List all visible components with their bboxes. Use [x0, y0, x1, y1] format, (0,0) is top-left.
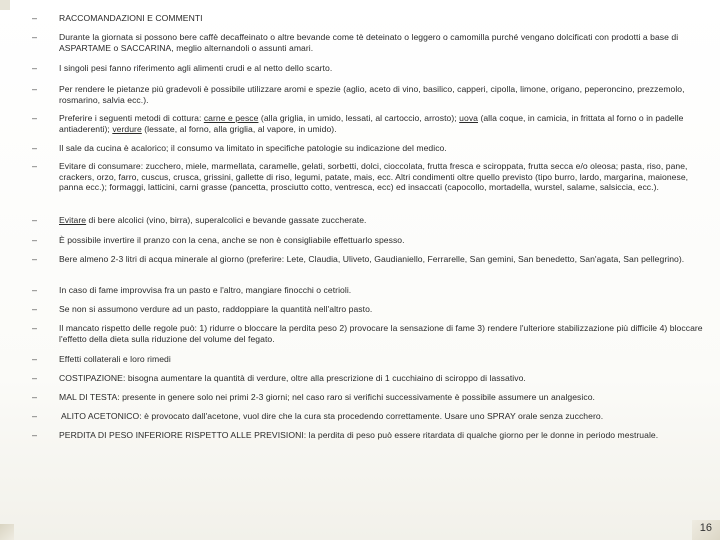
item-text: MAL DI TESTA: presente in genere solo nei primi 2-3 giorni; nel caso raro si verifichi successivamente è possibile assumere un analgesico. — [59, 392, 595, 402]
item-text: ALITO ACETONICO: è provocato dall'acetone, vuol dire che la cura sta procedendo correttamente. Usare uno SPRAY orale senza zucchero. — [61, 411, 604, 421]
bullet-dash: – — [32, 304, 38, 314]
item-text — [59, 215, 704, 226]
bullet-dash: – — [32, 254, 38, 264]
bullet-dash: – — [32, 143, 38, 153]
list-item — [32, 32, 704, 53]
bullet-dash: – — [32, 161, 38, 171]
list-item — [32, 354, 704, 365]
list-item — [32, 285, 704, 296]
text-segment: (alla coque, in camicia, in frittata al forno o in padelle antiaderenti); — [59, 113, 684, 134]
item-text: Bere almeno 2-3 litri di acqua minerale al giorno (preferire: Lete, Claudia, Uliveto, Gaudianiello, Ferrarelle, San gemini, San benedetto, San'agata, San pellegrino). — [59, 254, 685, 264]
bullet-dash: – — [32, 84, 38, 94]
bullet-dash: – — [32, 215, 38, 225]
item-text: PERDITA DI PESO INFERIORE RISPETTO ALLE PREVISIONI: la perdita di peso può essere ritardata di qualche giorno per le donne in periodo mestruale. — [59, 430, 659, 440]
list-item — [32, 304, 704, 315]
item-text: Per rendere le pietanze più gradevoli è possibile utilizzare aromi e spezie (aglio, aceto di vino, basilico, capperi, cipolla, limone, origano, peperoncino, prezzemolo, rosmarino, salvia ecc.). — [59, 84, 685, 105]
item-text: Il mancato rispetto delle regole può: 1) ridurre o bloccare la perdita peso 2) provocare la sensazione di fame 3) rendere l'ulteriore stabilizzazione più difficile 4) bloccare l'effetto della dieta sulla riduzione del volume del fegato. — [59, 323, 703, 344]
corner-decoration — [0, 524, 14, 540]
item-text: In caso di fame improvvisa fra un pasto e l'altro, mangiare finocchi o cetrioli. — [59, 285, 352, 295]
underlined-term: Evitare — [59, 215, 87, 225]
list-item — [32, 254, 704, 265]
underlined-term: verdure — [112, 123, 142, 134]
bullet-dash: – — [32, 113, 38, 123]
bullet-dash: – — [32, 285, 38, 295]
item-text: Durante la giornata si possono bere caffè decaffeinato o altre bevande come tè deteinato o leggero o camomilla purché vengano dolcificati con prodotti a base di ASPARTAME o SACCARINA, meglio alternandoli o assunti amari. — [59, 32, 679, 53]
item-text: È possibile invertire il pranzo con la cena, anche se non è consigliabile effettuarlo spesso. — [59, 235, 405, 245]
list-item — [32, 235, 704, 246]
list-item — [32, 392, 704, 403]
item-text: Evitare di consumare: zucchero, miele, marmellata, caramelle, gelati, sorbetti, dolci, cioccolata, frutta fresca e sciroppata, frutta secca e/o oleosa; pasta, riso, pane, crackers, orzo, farro, cuscus, crusca, grissini, gallette di riso, legumi, patate, mais, ecc. Altri condimenti oltre quello previsto (tipo burro, lardo, margarina, maionese, panna ecc.); formaggi, latticini, carni grasse (pancetta, prosciutto cotto, ventresca, ecc) ed insaccati (capocollo, mortadella, wurstel, salame, salsiccia, ecc.). — [59, 161, 689, 193]
bullet-dash: – — [32, 63, 38, 73]
text-segment: (lessate, al forno, alla griglia, al vapore, in umido). — [141, 123, 337, 134]
list-item — [32, 143, 704, 154]
item-text: I singoli pesi fanno riferimento agli alimenti crudi e al netto dello scarto. — [59, 63, 333, 73]
page-number: 16 — [699, 522, 712, 534]
list-item — [32, 411, 704, 422]
list-item — [32, 113, 704, 134]
bullet-dash: – — [32, 323, 38, 333]
item-text — [59, 113, 704, 134]
bullet-dash: – — [32, 430, 38, 440]
item-text: Il sale da cucina è acalorico; il consumo va limitato in specifiche patologie su indicazione del medico. — [59, 143, 447, 153]
list-item — [32, 13, 704, 24]
list-item — [32, 84, 704, 105]
section-heading: RACCOMANDAZIONI E COMMENTI — [59, 13, 203, 23]
item-text: COSTIPAZIONE: bisogna aumentare la quantità di verdure, oltre alla prescrizione di 1 cucchiaino di sciroppo di lassativo. — [59, 373, 526, 383]
underlined-term: carne e pesce — [203, 113, 259, 123]
corner-decoration — [0, 0, 10, 10]
text-segment: Preferire i seguenti metodi di cottura: — [59, 113, 204, 123]
bullet-dash: – — [32, 32, 38, 42]
list-item — [32, 161, 704, 193]
list-item — [32, 323, 704, 344]
bullet-dash: – — [32, 13, 38, 23]
text-segment: (alla griglia, in umido, lessati, al cartoccio, arrosto); — [258, 113, 460, 123]
item-text: Se non si assumono verdure ad un pasto, raddoppiare la quantità nell'altro pasto. — [59, 304, 373, 314]
list-item — [32, 63, 704, 74]
bullet-dash: – — [32, 392, 38, 402]
list-item — [32, 373, 704, 384]
item-text: Effetti collaterali e loro rimedi — [59, 354, 171, 364]
bullet-dash: – — [32, 354, 38, 364]
list-item — [32, 215, 704, 226]
bullet-dash: – — [32, 411, 38, 421]
underlined-term: uova — [459, 113, 478, 123]
bullet-dash: – — [32, 373, 38, 383]
bullet-dash: – — [32, 235, 38, 245]
list-item — [32, 430, 704, 441]
text-segment: di bere alcolici (vino, birra), superalcolici e bevande gassate zuccherate. — [86, 215, 367, 225]
